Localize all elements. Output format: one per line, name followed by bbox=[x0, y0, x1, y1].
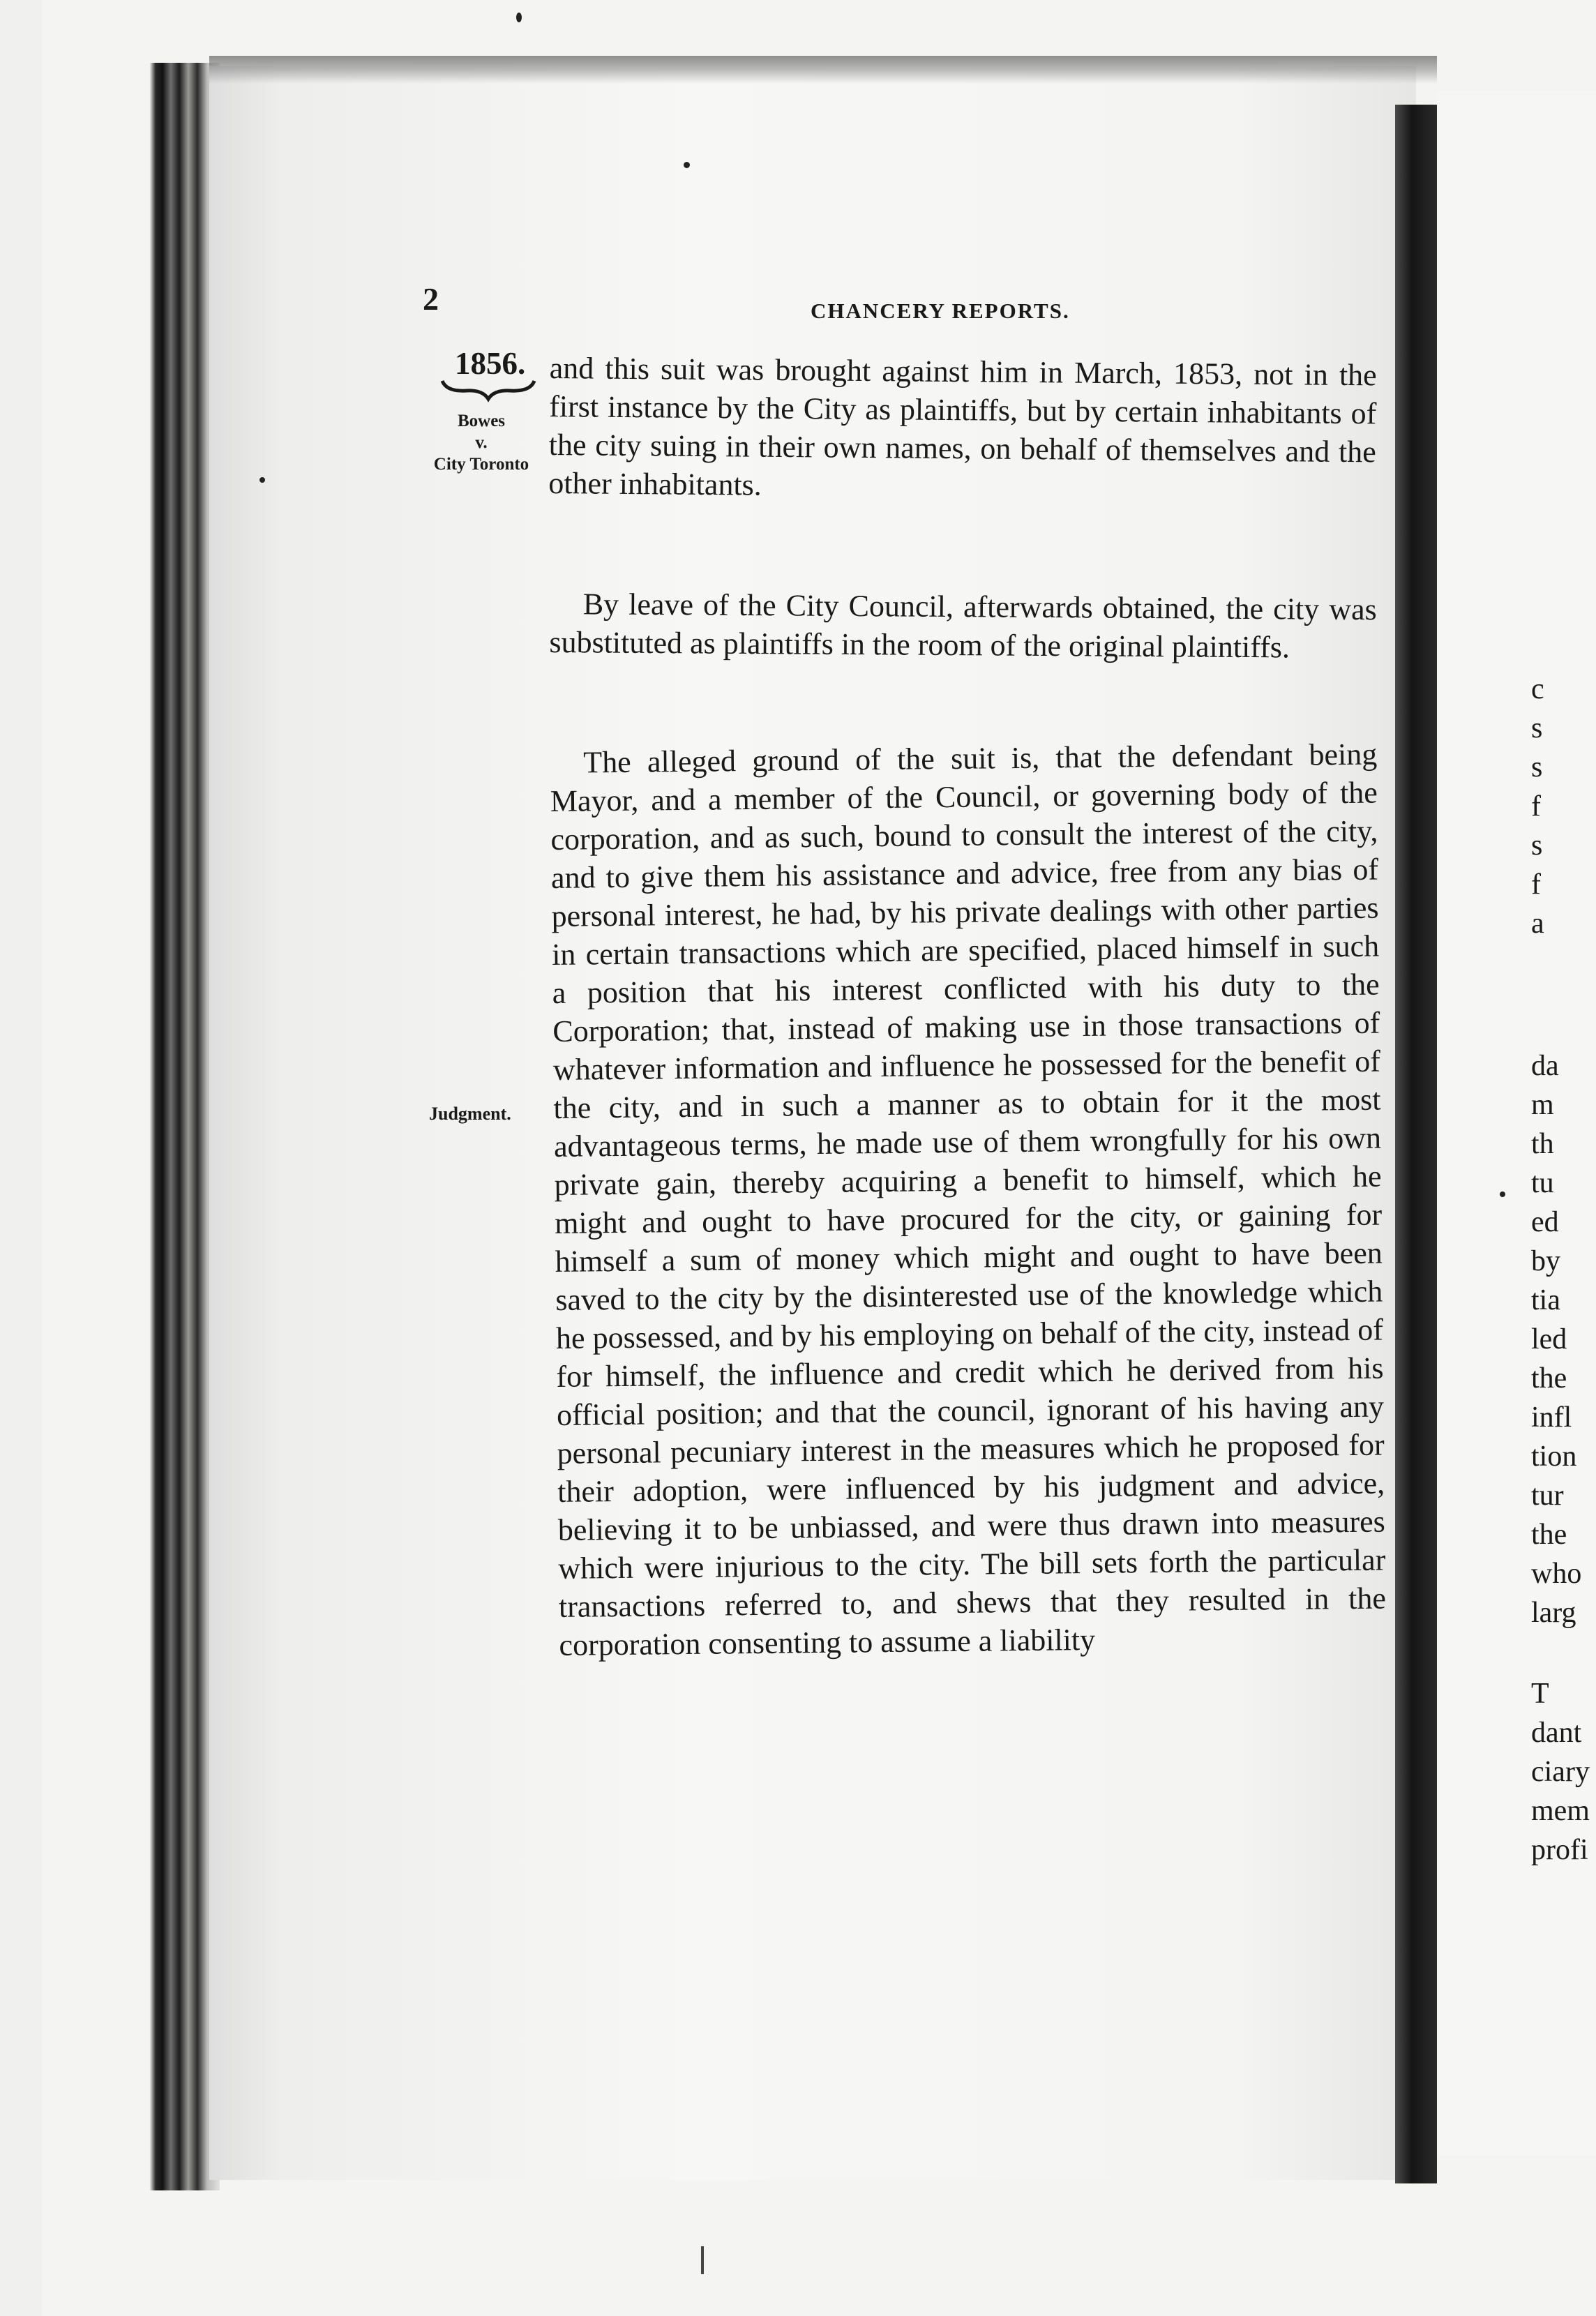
page-top-shadow bbox=[209, 56, 1437, 84]
paragraph-3: The alleged ground of the suit is, that the defendant being Mayor, and a member of the Council, or governing body of the corporation, and as such, bound to consult the interest of the city, and to give them his assistance and advice, free from any bias of personal interest, he had, by his private dealings with other parties in certain transactions which are specified, placed himself in such a position that his interest conflicted with his duty to the Corporation; that, instead of making use in those transactions of whatever information and influence he possessed for the benefit of the city, and in such a manner as to obtain for it the most advantageous terms, he made use of them wrongfully for his own private gain, thereby acquiring a benefit to himself, which he might and ought to have procured for the city, or gaining for himself a sum of money which might and ought to have been saved to the city by the disinterested use of the knowledge which he possessed, and by his employing on behalf of the city, instead of for himself, the influence and credit which he derived from his official position; and that the council, ignorant of his having any personal pecuniary interest in the measures which he proposed for their adoption, were influenced by his judgment and advice, believing it to be unbiassed, and were thus drawn into measures which were injurious to the city. The bill sets forth the particular transactions referred to, and shews that they resulted in the corporation consenting to assume a liability bbox=[550, 737, 1387, 1662]
page-number: 2 bbox=[423, 281, 439, 317]
scan-speck bbox=[516, 13, 522, 22]
case-party-1: Bowes bbox=[457, 412, 506, 430]
paragraph-1: and this suit was brought against him in March, 1853, not in the first instance by the City as plaintiffs, but by certain inhabitants of the city suing in their own names, on behalf of themselves and the other inhabitants. bbox=[548, 350, 1377, 502]
scan-speck bbox=[1500, 1191, 1505, 1197]
margin-case-citation bbox=[408, 410, 555, 475]
facing-page-text-upper: c s s f s f a bbox=[1531, 673, 1544, 940]
facing-page-text-middle: da m th tu ed by tia led the infl tion tur the who larg bbox=[1531, 1050, 1582, 1629]
margin-judgment-label: Judgment. bbox=[429, 1104, 511, 1124]
facing-page-text-lower: T dant ciary mem profi bbox=[1531, 1678, 1590, 1866]
scan-speck bbox=[259, 477, 265, 483]
paragraph-2: By leave of the City Council, afterwards obtained, the city was substituted as plaintiffs in the room of the original plaintiffs. bbox=[549, 587, 1377, 665]
margin-year: 1856. bbox=[455, 346, 526, 381]
scan-mark bbox=[701, 2246, 704, 2274]
scan-left-margin bbox=[0, 0, 42, 2316]
running-head: CHANCERY REPORTS. bbox=[811, 299, 1070, 323]
case-versus: v. bbox=[475, 433, 488, 452]
case-party-2: City Toronto bbox=[433, 455, 529, 474]
margin-brace bbox=[439, 377, 537, 405]
page-gutter-shadow bbox=[1395, 105, 1437, 2183]
scan-speck bbox=[684, 162, 690, 168]
